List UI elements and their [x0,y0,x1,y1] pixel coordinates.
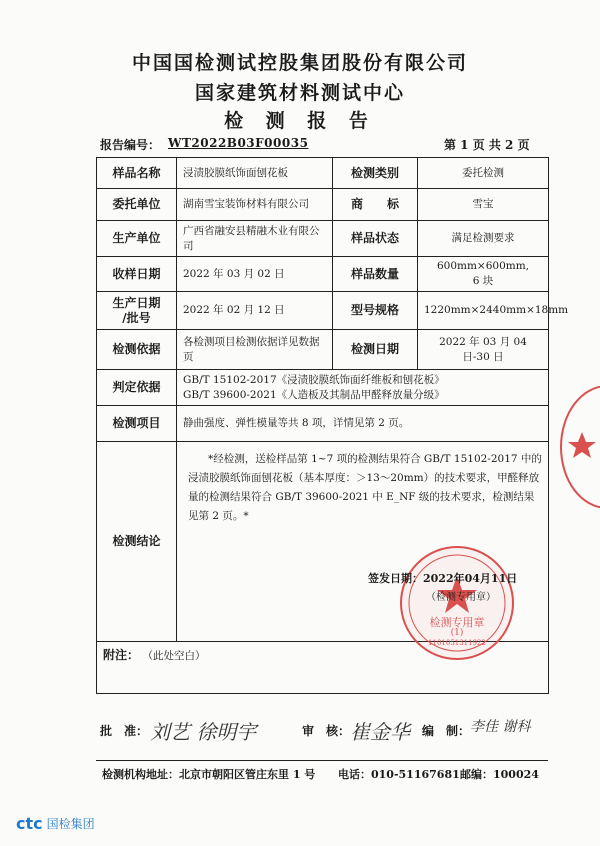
issue-date-label: 签发日期： [368,572,423,585]
report-number-label: 报告编号： [100,138,161,152]
stamp-label: 检测专用章 [429,616,485,629]
model-label: 型号规格 [333,292,418,330]
model: 1220mm×2440mm×18mm [418,292,549,330]
brand: 雪宝 [418,189,549,221]
remark: （此处空白） [142,650,206,662]
report-number: WT2022B03F00035 [168,136,309,150]
stamp-sub: (1) [450,628,464,638]
quantity: 600mm×600mm, 6 块 [418,257,549,292]
items-label: 检测项目 [97,406,177,442]
footer-phone: 电话：010-51167681 [338,768,460,781]
center-title: 国家建筑材料测试中心 [194,82,405,104]
test-date: 2022 年 03 月 04 日-30 日 [418,330,549,370]
receive-date-label: 收样日期 [97,257,177,292]
issue-date [368,570,517,586]
prepare-signature: 李佳 谢科 [470,719,531,735]
review-label: 审 核： [302,724,351,738]
official-stamp [400,546,514,660]
stamp-code: 1101051311922 [428,639,486,647]
receive-date: 2022 年 03 月 02 日 [177,257,333,292]
footer-postcode: 邮编：100024 [460,768,539,781]
ctc-logo [16,814,95,833]
brand-label: 商 标 [333,189,418,221]
quantity-label: 样品数量 [333,257,418,292]
items: 静曲强度、弹性模量等共 8 项，详情见第 2 页。 [177,406,549,442]
prod-date: 2022 年 02 月 12 日 [177,292,333,330]
prod-date-label: 生产日期 /批号 [97,292,177,330]
judge-standard-1: GB/T 15102-2017《浸渍胶膜纸饰面纤维板和刨花板》 [183,373,445,386]
edge-stamp-star-icon [568,432,596,458]
page-indicator: 第 1 页 共 2 页 [444,138,530,152]
company-title: 中国国检测试控股集团股份有限公司 [131,52,468,74]
logo-name: 国检集团 [46,817,95,831]
sample-state-label: 样品状态 [333,221,418,257]
stamp-note: （检测专用章） [426,592,496,603]
approve-label: 批 准： [100,724,149,738]
report-title: 检 测 报 告 [224,110,376,132]
sample-state: 满足检测要求 [418,221,549,257]
remark-label: 附注： [103,648,140,662]
issue-date-value: 2022年04月11日 [423,572,518,585]
approve-signature: 刘艺 徐明宇 [150,720,257,744]
footer-address: 检测机构地址：北京市朝阳区管庄东里 1 号 [102,768,316,781]
prepare-label: 编 制： [422,724,471,738]
test-type-label: 检测类别 [333,158,418,189]
client: 湖南雪宝装饰材料有限公司 [177,189,333,221]
producer: 广西省融安县精融木业有限公司 [177,221,333,257]
test-date-label: 检测日期 [333,330,418,370]
footer-divider [96,760,548,761]
test-type: 委托检测 [418,158,549,189]
sample-name-label: 样品名称 [97,158,177,189]
basis-label: 检测依据 [97,330,177,370]
judge-standard-2: GB/T 39600-2021《人造板及其制品甲醛释放量分级》 [183,388,445,401]
edge-stamp [560,385,600,509]
conclusion-label: 检测结论 [97,442,177,642]
judge-label: 判定依据 [97,370,177,406]
producer-label: 生产单位 [97,221,177,257]
review-signature: 崔金华 [350,720,410,744]
sample-name: 浸渍胶膜纸饰面刨花板 [177,158,333,189]
logo-mark: ctc [16,814,43,833]
basis: 各检测项目检测依据详见数据页 [177,330,333,370]
conclusion-text: *经检测，送检样品第 1~7 项的检测结果符合 GB/T 15102-2017 中的浸渍胶膜纸饰面刨花板（基本厚度：＞13～20mm）的技术要求，甲醛释放量的检测结果符合 GB/T 39600-2021 中 E_NF 级的技术要求，检测结果见第 2 页。* [188,453,542,522]
client-label: 委托单位 [97,189,177,221]
